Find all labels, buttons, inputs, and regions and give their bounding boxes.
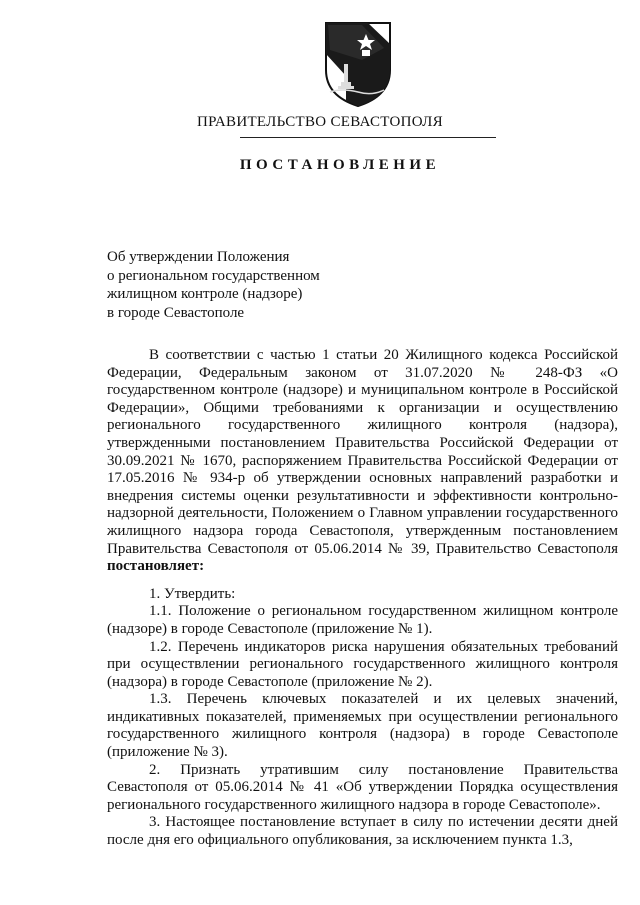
sevastopol-coat-of-arms-emblem: [322, 20, 394, 108]
clause-2: 2. Признать утратившим силу постановление Правительства Севастополя от 05.06.2014 № 41 «Об утверждении Порядка осуществления регионального государственного жилищного надзора в городе Севастополе».: [107, 761, 618, 813]
document-subject: [107, 248, 320, 322]
document-body: [107, 347, 618, 850]
subject-line: Об утверждении Положения: [107, 249, 290, 265]
subject-line: жилищном контроле (надзоре): [107, 286, 303, 302]
clause-1-1: 1.1. Положение о региональном государственном жилищном контроле (надзоре) в городе Севастополе (приложение № 1).: [107, 603, 618, 637]
preamble-text: В соответствии с частью 1 статьи 20 Жилищного кодекса Российской Федерации, Федеральным законом от 31.07.2020 № 248-ФЗ «О государственном контроле (надзоре) и муниципальном контроле в Российской Федерации», Общими требованиями к организации и осуществлению регионального государственного жилищного контроля (надзора), утвержденными постановлением Правительства Российской Федерации от 30.09.2021 № 1670, распоряжением Правительства Российской Федерации от 17.05.2016 № 934-р об утверждении основных направлений разработки и внедрения системы оценки результативности и эффективности контрольно-надзорной деятельности, Положением о Главном управлении государственного жилищного надзора города Севастополя, утвержденным постановлением Правительства Севастополя от 05.06.2014 № 39, Правительство Севастополя: [107, 347, 618, 557]
organization-title: ПРАВИТЕЛЬСТВО СЕВАСТОПОЛЯ: [197, 114, 443, 130]
resolution-keyword: постановляет:: [107, 558, 205, 575]
clause-1-2: 1.2. Перечень индикаторов риска нарушения обязательных требований при осуществлении регионального государственного жилищного контроля (надзора) в городе Севастополе (приложение № 2).: [107, 638, 618, 690]
clause-3: 3. Настоящее постановление вступает в силу по истечении десяти дней после дня его официального опубликования, за исключением пункта 1.3,: [107, 814, 618, 849]
document-type-heading: ПОСТАНОВЛЕНИЕ: [239, 157, 441, 173]
clause-1-3: 1.3. Перечень ключевых показателей и их целевых значений, индикативных показателей, применяемых при осуществлении регионального государственного жилищного контроля (надзора) в городе Севастополе (приложение № 3).: [107, 691, 618, 761]
subject-line: в городе Севастополе: [107, 304, 245, 321]
subject-line: о региональном государственном: [107, 267, 320, 284]
clause-1: 1. Утвердить:: [149, 585, 236, 602]
header-divider: [240, 137, 496, 138]
preamble-paragraph: [107, 347, 618, 576]
